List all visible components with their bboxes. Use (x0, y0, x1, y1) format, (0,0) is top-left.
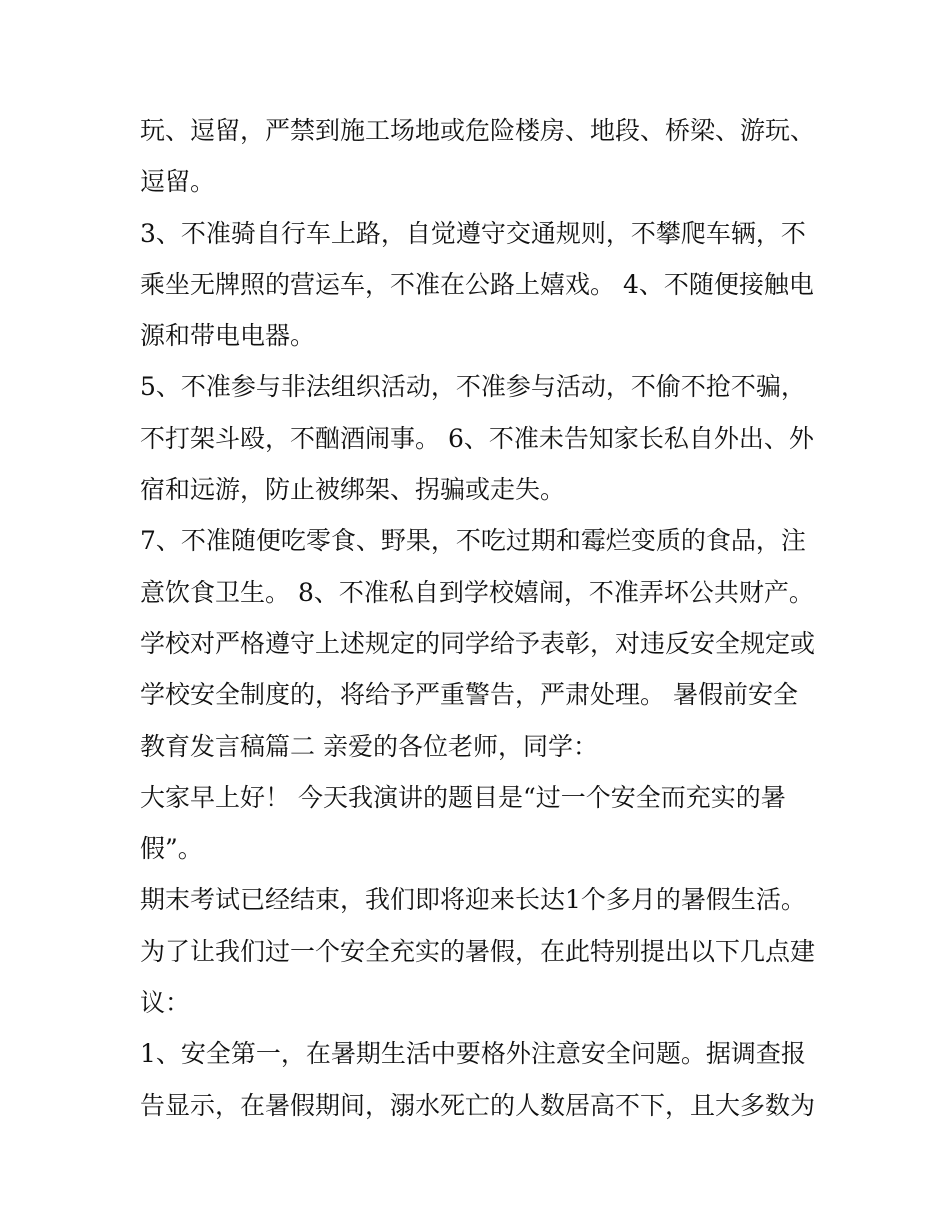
text-line-20: 告显示，在暑假期间，溺水死亡的人数居高不下，且大多数为 (140, 1090, 816, 1120)
text-line-13: 教育发言稿篇二 亲爱的各位老师，同学： (140, 731, 598, 761)
text-line-4: 乘坐无牌照的营运车，不准在公路上嬉戏。 4、不随便接触电 (140, 269, 814, 299)
text-line-12: 学校安全制度的，将给予严重警告，严肃处理。 暑假前安全 (140, 680, 798, 710)
text-line-11: 学校对严格遵守上述规定的同学给予表彰，对违反安全规定或 (140, 628, 816, 658)
text-line-9: 7、不准随便吃零食、野果，不吃过期和霉烂变质的食品，注 (140, 526, 806, 556)
body-text (140, 105, 830, 1131)
text-line-15: 假”。 (140, 834, 203, 864)
text-line-2: 逗留。 (140, 167, 216, 197)
text-line-1: 玩、逗留，严禁到施工场地或危险楼房、地段、桥梁、游玩、 (140, 116, 816, 145)
text-line-16: 期末考试已经结束，我们即将迎来长达1个多月的暑假生活。 (140, 885, 806, 915)
text-line-8: 宿和远游，防止被绑架、拐骗或走失。 (140, 475, 566, 505)
text-line-3: 3、不准骑自行车上路，自觉遵守交通规则，不攀爬车辆，不 (140, 218, 806, 248)
text-line-7: 不打架斗殴，不酗酒闹事。 6、不准未告知家长私自外出、外 (140, 423, 814, 453)
text-line-6: 5、不准参与非法组织活动，不准参与活动，不偷不抢不骗， (140, 372, 806, 402)
text-line-17: 为了让我们过一个安全充实的暑假，在此特别提出以下几点建 (140, 936, 816, 966)
text-line-10: 意饮食卫生。 8、不准私自到学校嬉闹，不准弄坏公共财产。 (140, 577, 814, 607)
text-line-19: 1、安全第一，在暑期生活中要格外注意安全问题。据调查报 (140, 1039, 806, 1069)
text-line-5: 源和带电电器。 (140, 321, 316, 351)
text-line-14: 大家早上好！ 今天我演讲的题目是“过一个安全而充实的暑 (140, 782, 786, 812)
text-line-18: 议： (140, 988, 191, 1018)
